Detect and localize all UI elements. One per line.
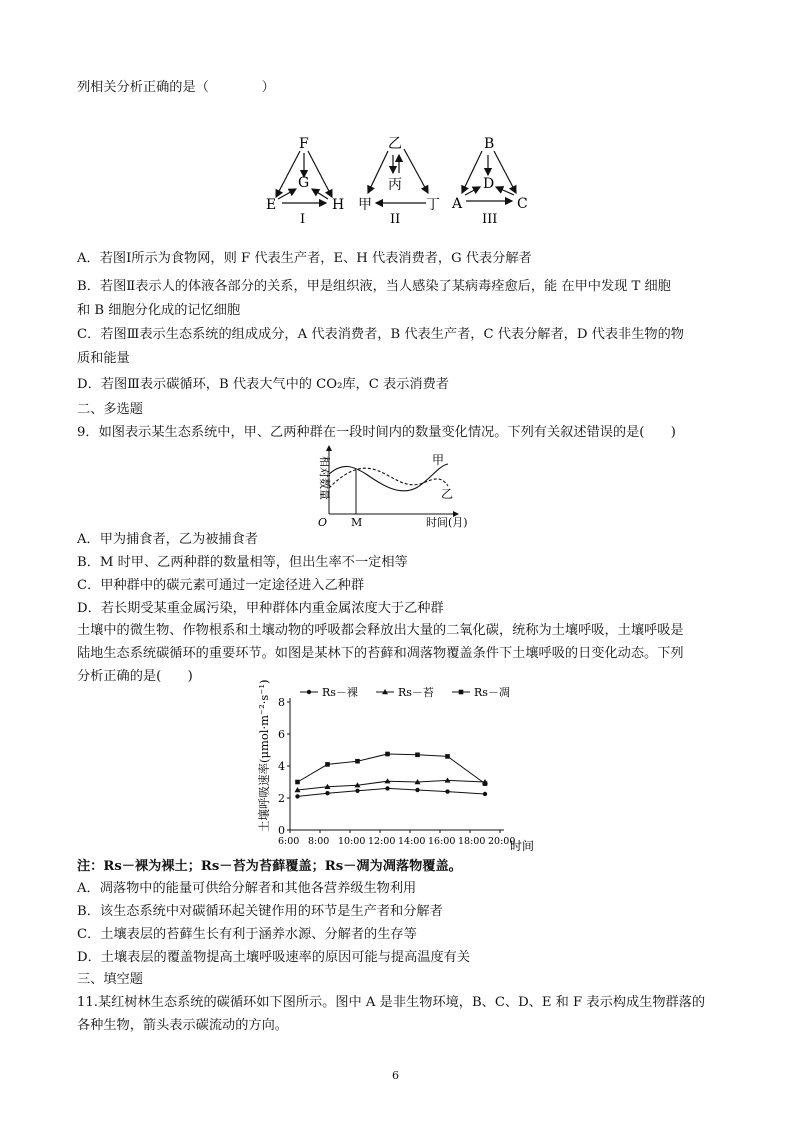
triangle-diagrams [260, 135, 550, 235]
option-d: D．若图Ⅲ表示碳循环，B 代表大气中的 CO₂库，C 表示消费者 [77, 377, 449, 392]
x-tick-label: 18:00 [458, 836, 486, 847]
option-c-cont: 质和能量 [77, 351, 130, 366]
data-point [483, 781, 488, 786]
legend-marker [307, 690, 311, 694]
diagram-1-label: I [300, 212, 306, 227]
series-yi-label: 乙 [441, 487, 454, 501]
data-point [355, 789, 359, 793]
option-a: A．若图Ⅰ所示为食物网，则 F 代表生产者，E、H 代表消费者，G 代表分解者 [77, 251, 532, 266]
series-yi-curve [329, 468, 448, 488]
option-d: D．土壤表层的覆盖物提高土壤呼吸速率的原因可能与提高温度有关 [77, 950, 471, 965]
legend-marker [459, 690, 464, 695]
page-number: 6 [392, 1069, 399, 1082]
question-stem-cont: 各种生物，箭头表示碳流动的方向。 [77, 1018, 288, 1033]
data-point [415, 788, 419, 792]
legend-label: Rs－苔 [398, 686, 434, 699]
legend-label: Rs－凋 [474, 686, 510, 699]
option-b-cont: 和 B 细胞分化成的记忆细胞 [77, 303, 241, 318]
x-tick-label: 6:00 [278, 836, 300, 847]
diagram-2-node-left: 甲 [358, 197, 372, 213]
y-tick-label: 6 [278, 728, 285, 741]
data-point [385, 752, 390, 757]
data-point [325, 791, 329, 795]
option-c: C．土壤表层的苔藓生长有利于涵养水源、分解者的生存等 [77, 927, 417, 942]
option-a: A．凋落物中的能量可供给分解者和其他各营养级生物利用 [77, 881, 417, 896]
diagram-2-node-right: 丁 [426, 197, 440, 213]
y-tick-label: 2 [278, 792, 285, 805]
x-tick-label: 14:00 [398, 836, 426, 847]
diagram-3-node-right: C [517, 196, 528, 212]
option-c: C．若图Ⅲ表示生态系统的组成成分，A 代表消费者，B 代表生产者，C 代表分解者，D 代表非生物的物 [77, 327, 684, 342]
series-jia-curve [329, 464, 448, 491]
option-b: B．该生态系统中对碳循环起关键作用的环节是生产者和分解者 [77, 904, 443, 919]
diagram-1-node-top: F [299, 136, 309, 152]
question-stem-cont: 分析正确的是( ) [77, 669, 193, 684]
origin-label: O [318, 516, 328, 529]
x-axis-label: 时间 [510, 839, 535, 853]
option-a: A．甲为捕食者，乙为被捕食者 [77, 532, 258, 547]
x-tick-label: 20:00 [488, 836, 516, 847]
x-axis-label: 时间(月) [426, 516, 468, 529]
diagram-2-node-top: 乙 [388, 136, 402, 152]
y-tick-label: 8 [278, 696, 285, 709]
x-tick-label: 10:00 [338, 836, 366, 847]
option-b: B．M 时甲、乙两种群的数量相等，但出生率不一定相等 [77, 555, 408, 570]
data-point [295, 780, 300, 785]
option-d: D．若长期受某重金属污染，甲种群体内重金属浓度大于乙种群 [77, 601, 444, 616]
data-point [445, 754, 450, 759]
data-point [415, 753, 420, 758]
data-point [445, 789, 449, 793]
data-point [325, 762, 330, 767]
diagram-3-label: III [482, 212, 498, 227]
section-heading: 三、填空题 [77, 972, 143, 987]
question-stem-cont: 陆地生态系统碳循环的重要环节。如图是某林下的苔藓和凋落物覆盖条件下土壤呼吸的日变化动态。下列 [77, 646, 684, 661]
diagram-1-node-left: E [266, 197, 277, 213]
diagram-3-node-left: A [452, 196, 463, 212]
y-tick-label: 4 [278, 760, 285, 773]
data-point [483, 792, 487, 796]
x-tick-label: 8:00 [308, 836, 330, 847]
y-axis-label: 土壤呼吸速率(μmol·m⁻²·s⁻¹) [257, 680, 271, 832]
diagram-2 [368, 149, 428, 203]
x-tick-label: 16:00 [428, 836, 456, 847]
option-c: C．甲种群中的碳元素可通过一定途径进入乙种群 [77, 578, 365, 593]
diagram-1-node-mid: G [298, 175, 310, 191]
series-line [298, 754, 486, 784]
chart-note: 注：Rs－裸为裸土；Rs－苔为苔藓覆盖；Rs－凋为凋落物覆盖。 [77, 859, 462, 874]
data-point [295, 794, 299, 798]
diagram-2-label: II [390, 212, 401, 227]
diagram-3-node-top: B [484, 136, 495, 152]
respiration-chart [250, 680, 550, 858]
question-stem: 9．如图表示某生态系统中，甲、乙两种群在一段时间内的数量变化情况。下列有关叙述错误的是( ) [77, 425, 676, 440]
data-point [355, 759, 360, 764]
diagram-3-node-mid: D [483, 176, 495, 192]
series-jia-label: 甲 [432, 453, 445, 467]
x-tick-label: 12:00 [368, 836, 396, 847]
y-axis-label: 相对数量 [318, 456, 331, 500]
legend-label: Rs－裸 [322, 686, 358, 699]
population-chart [308, 444, 478, 530]
y-tick-label: 0 [278, 824, 285, 837]
option-b: B．若图Ⅱ表示人的体液各部分的关系，甲是组织液，当人感染了某病毒痊愈后，能 在甲中发现 T 细胞 [77, 279, 671, 294]
section-heading: 二、多选题 [77, 402, 143, 417]
data-point [385, 786, 389, 790]
question-stem: 土壤中的微生物、作物根系和土壤动物的呼吸都会释放出大量的二氧化碳，统称为土壤呼吸，土壤呼吸是 [77, 623, 684, 638]
question-stem: 11.某红树林生态系统的碳循环如下图所示。图中 A 是非生物环境，B、C、D、E 和 F 表示构成生物群落的 [77, 995, 706, 1010]
diagram-2-node-mid: 丙 [388, 177, 402, 193]
question-stem: 列相关分析正确的是（ ） [77, 80, 275, 95]
diagram-1-node-right: H [332, 197, 345, 213]
m-label: M [351, 516, 363, 529]
